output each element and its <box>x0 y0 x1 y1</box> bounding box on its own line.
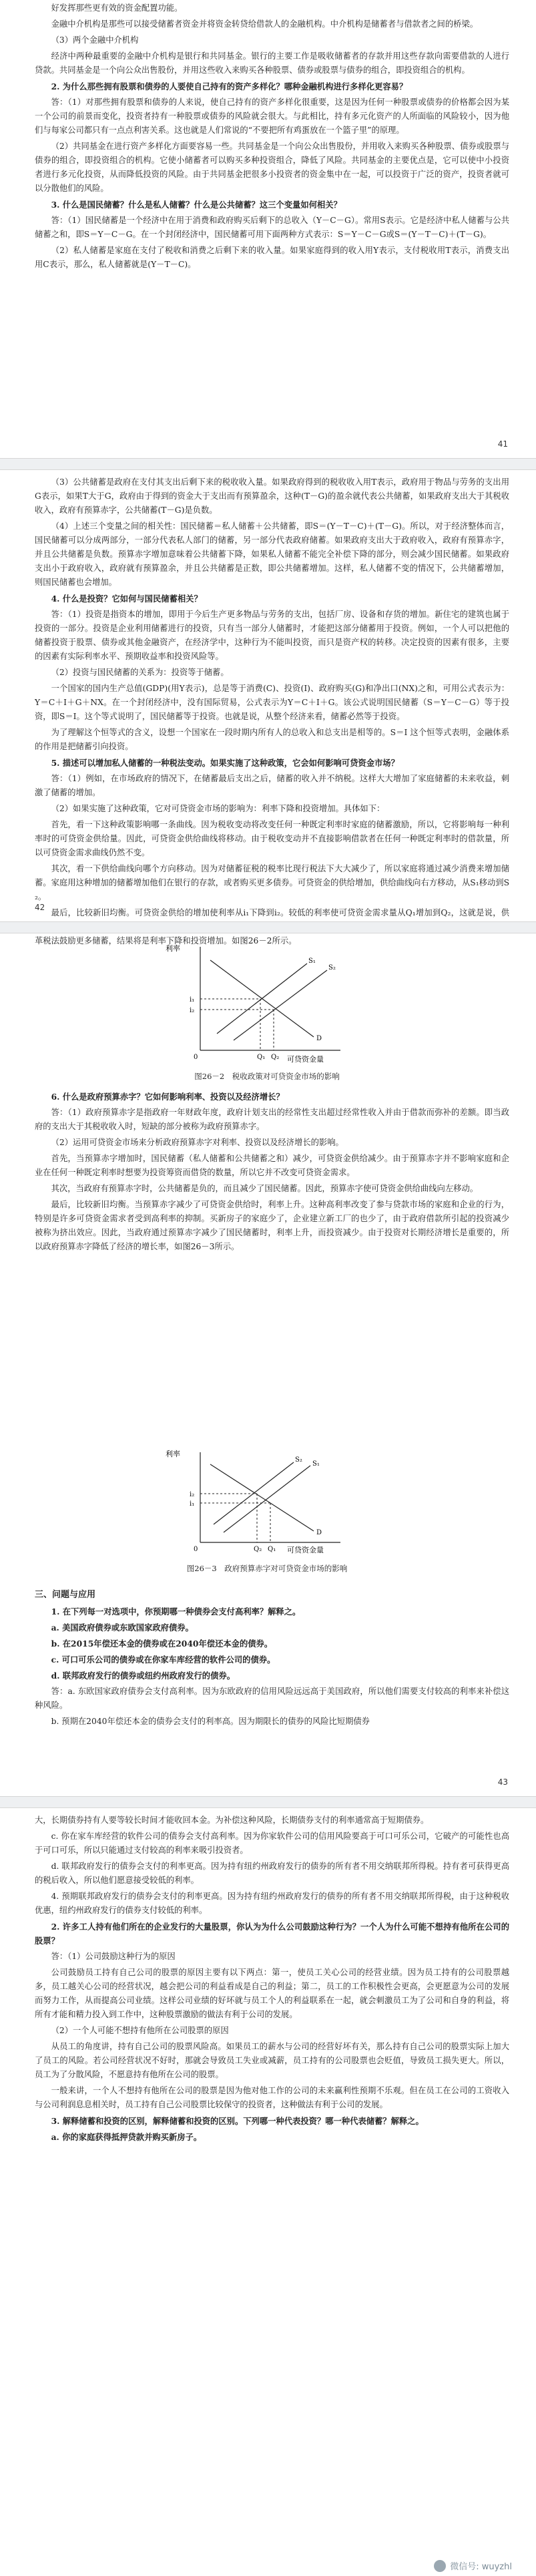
wechat-icon <box>434 2560 446 2572</box>
answer-paragraph: 首先，当预算赤字增加时，国民储蓄（私人储蓄和公共储蓄之和）减少，可贷资金供给减少。由于预算赤字并不影响家庭和企业在任何一种既定利率时想要为投资筹资而借贷的数量，所以它并不改变可贷资金需求。 <box>35 1154 509 1177</box>
paragraph: 大，长期债券持有人要等较长时间才能收回本金。为补偿这种风险，长期债券支付的利率通常高于短期债券。 <box>35 1815 429 1825</box>
question-6: 6. 什么是政府预算赤字？它如何影响利率、投资以及经济增长？ <box>51 1092 284 1102</box>
answer-paragraph: （2）共同基金在进行资产多样化方面要容易一些。共同基金是一个向公众出售股份，并用收入来购买各种股票、债券或股票与债券的组合，即投资组合的机构。它使小储蓄者可以购买多种投资组合，降低了风险。共同基金的主要优点是，它可以使中小投资者进行多元化投资，从而降低投资的风险。由于共同基金把很多小投资者的资金集中在一起，可以投资于广泛的资产，投资者就可以分散他们的风险。 <box>35 142 509 193</box>
page-number: 43 <box>497 1777 508 1787</box>
supply-curve-1 <box>217 963 307 1034</box>
answer-paragraph: 其次，看一下供给曲线向哪个方向移动。因为对储蓄征税的税率比现行税法下大大减少了，所以家庭将通过减少消费来增加储蓄。家庭用这种增加的储蓄增加他们在银行的存款，或者购买更多债券。可贷资金的供给增加，供给曲线向右方移动，从S₁移动到S₂。 <box>35 864 509 901</box>
loanable-funds-chart-2 <box>160 1446 374 1559</box>
answer-paragraph: 最后，比较新旧均衡。当预算赤字减少了可贷资金供给时，利率上升。这种高利率改变了参与贷款市场的家庭和企业的行为，特别是许多可贷资金需求者受到高利率的抑制。买新房子的家庭少了，企业建立新工厂的也少了，由于政府借款所引起的投资减少被称为挤出效应。因此，当政府通过预算赤字减少了国民储蓄时，利率上升，而投资减少。由于投资对长期经济增长是重要的，所以政府预算赤字降低了经济的增长率，如图26－3所示。 <box>35 1200 509 1251</box>
question-2: 2. 为什么那些拥有股票和债券的人要使自己持有的资产多样化？哪种金融机构进行多样化更容易？ <box>51 81 408 91</box>
watermark <box>434 2559 512 2572</box>
page-41 <box>0 0 536 274</box>
paragraph: （4）上述三个变量之间的相关性：国民储蓄＝私人储蓄＋公共储蓄，即S＝(Y－T－C)＋(T－G)。所以，对于经济整体而言，国民储蓄可以分成两部分，一部分代表私人部门的储蓄，另一部分代表政府储蓄。如果政府支出大于政府收入，政府有预算赤字，并且公共储蓄是负数。预算赤字增加意味着公共储蓄下降，如果私人储蓄不能完全补偿下降的部分，则会减少国民储蓄。如果政府支出小于政府收入，政府就有预算盈余，并且公共储蓄是正数，即公共储蓄增加。这样，私人储蓄不变的情况下，公共储蓄增加，则国民储蓄也会增加。 <box>35 521 509 587</box>
question-3: 3. 解释储蓄和投资的区别，解释储蓄和投资的区别。下列哪一种代表投资？哪一种代表储蓄？解释之。 <box>51 2116 424 2126</box>
curve-label: D <box>316 1035 322 1042</box>
problem-1: 1. 在下列每一对选项中，你预期哪一种债券会支付高利率？解释之。 <box>51 1606 301 1617</box>
tick-label: i₁ <box>190 996 195 1004</box>
origin-label: 0 <box>194 1054 198 1061</box>
answer-paragraph: （2）如果实施了这种政策，它对可贷资金市场的影响为：利率下降和投资增加。具体如下： <box>51 804 385 813</box>
paragraph: （3）公共储蓄是政府在支付其支出后剩下来的税收收入量。如果政府得到的税收收入用T表示，政府用于物品与劳务的支出用G表示，如果T大于G，政府由于得到的资金大于支出而有预算盈余，这种(T－G)的盈余就代表公共储蓄，如果政府支出大于其税收收入，政府有预算赤字，公共储蓄(T－G)是负数。 <box>35 477 509 515</box>
tick-label: i₁ <box>190 1500 195 1508</box>
answer-paragraph: （2）私人储蓄是家庭在支付了税收和消费之后剩下来的收入量。如果家庭得到的收入用Y表示，支付税收用T表示，消费支出用C表示，那么，私人储蓄就是(Y－T－C)。 <box>35 246 509 269</box>
origin-label: 0 <box>194 1546 198 1553</box>
page-number: 42 <box>35 903 45 912</box>
question-3: 3. 什么是国民储蓄？什么是私人储蓄？什么是公共储蓄？这三个变量如何相关？ <box>51 200 342 210</box>
answer-paragraph: 为了理解这个恒等式的含义，设想一个国家在一段时期内所有人的总收入和总支出是相等的。S＝I 这个恒等式表明，金融体系的作用是把储蓄引向投资。 <box>35 728 509 751</box>
page-44 <box>0 1813 536 2146</box>
page-separator <box>0 921 536 933</box>
paragraph: c. 你在家车库经营的软件公司的债券会支付高利率。因为你家软件公司的信用风险要高于可口可乐公司，它破产的可能性也高于可口可乐，所以只能通过支付较高的利率来吸引投资者。 <box>35 1832 509 1855</box>
answer-paragraph: 首先，看一下这种政策影响哪一条曲线。因为税收变动将改变任何一种既定利率时家庭的储蓄激励，所以，它将影响每一种利率时的可贷资金供给量。因此，可贷资金供给曲线将移动。由于税收变动并不直接影响借款者在任何一种既定利率时的借款量，所以可贷资金需求曲线仍然不变。 <box>35 820 509 857</box>
problem-item: d. 联邦政府发行的债券或纽约州政府发行的债券。 <box>51 1671 235 1681</box>
demand-curve <box>210 1464 314 1531</box>
tick-label: Q₂ <box>271 1054 280 1061</box>
page-43-part-b <box>0 1582 536 1731</box>
answer-paragraph: 答：（1）投资是指资本的增加，即用于今后生产更多物品与劳务的支出，包括厂房、设备和存货的增加。新住宅的建筑也属于投资的一部分。投资是企业利用储蓄进行的投资，只有当一部分人储蓄时，才能把这部分储蓄用于投资。例如，一个人可以把他的储蓄投资于股票、债券或其他金融资产，在经济学中，这种行为不能叫投资，而只是资产权的转移。决定投资的因素有很多，主要的因素有实际利率水平、预期收益率和投资风险等。 <box>35 610 509 661</box>
answer-paragraph: b. 预期在2040年偿还本金的债券会支付的利率高。因为期限长的债券的风险比短期债券 <box>51 1717 370 1726</box>
supply-curve-2 <box>234 970 327 1040</box>
answer-paragraph: 答：（1）公司鼓励这种行为的原因 <box>51 1952 176 1961</box>
question-4: 4. 什么是投资？它如何与国民储蓄相关？ <box>51 594 202 604</box>
problem-item: a. 你的家庭获得抵押贷款并购买新房子。 <box>51 2132 202 2142</box>
figure-26-3 <box>160 1446 374 1574</box>
answer-paragraph: 最后，比较新旧均衡。可贷资金供给的增加使利率从i₁下降到i₂。较低的利率使可贷资金需求量从Q₁增加到Q₂，这就是说，供 革税法鼓励更多储蓄，结果将是利率下降和投资增加。如图26－2所示。 <box>35 908 509 945</box>
answer-paragraph: 答：a. 东欧国家政府债券会支付高利率。因为东欧政府的信用风险远远高于美国政府，所以他们需要支付较高的利率来补偿这种风险。 <box>35 1687 509 1710</box>
question-5: 5. 描述可以增加私人储蓄的一种税法变动。如果实施了这种政策，它会如何影响可贷资金市场？ <box>51 758 399 768</box>
paragraph: 4. 预期联邦政府发行的债券会支付的利率更高。因为持有纽约州政府发行的债券的所有者不用交纳联邦所得税，由于这种税收优惠，纽约州政府发行的债券支付较低的利率。 <box>35 1892 509 1915</box>
problem-item: c. 可口可乐公司的债券或在你家车库经营的软件公司的债券。 <box>51 1655 276 1665</box>
page-42 <box>0 475 536 950</box>
tick-label: i₂ <box>190 1491 195 1498</box>
answer-paragraph: 答：（1）例如，在市场政府的情况下，在储蓄最后支出之后，储蓄的收入并不纳税。这样大大增加了家庭储蓄的未来收益，刺激了储蓄的增加。 <box>35 774 509 797</box>
answer-paragraph: 答：（1）对那些拥有股票和债券的人来说，使自己持有的资产多样化很重要，这是因为任何一种股票或债券的价格都会因为某一个公司的前景而变化，投资者持有一种股票或债券的风险就会很大。与此相比，持有多元化资产的人所面临的风险较小，因为他们与每家公司都只有一点点利害关系。这也就是人们常说的“不要把所有鸡蛋放在一个篮子里”的原理。 <box>35 97 509 135</box>
x-axis-label: 可贷资金量 <box>287 1546 324 1554</box>
section-heading: 三、问题与应用 <box>35 1590 96 1600</box>
answer-paragraph: （2）投资与国民储蓄的关系为：投资等于储蓄。 <box>51 668 229 677</box>
curve-label: S₂ <box>295 1456 302 1464</box>
tick-label: i₂ <box>190 1007 195 1014</box>
y-axis-label: 利率 <box>166 1450 180 1458</box>
curve-label: S₁ <box>312 1460 320 1468</box>
paragraph: （3）两个金融中介机构 <box>51 35 139 45</box>
curve-label: D <box>316 1529 322 1536</box>
tick-label: Q₁ <box>268 1546 276 1553</box>
answer-paragraph: 答：（1）国民储蓄是一个经济中在用于消费和政府购买后剩下的总收入（Y－C－G）。常用S表示。它是经济中私人储蓄与公共储蓄之和，即S＝Y－C－G。在一个封闭经济中，国民储蓄可用下面两种方式表示：S＝Y－C－G或S＝(Y－T－C)＋(T－G)。 <box>35 216 509 239</box>
question-2: 2. 许多工人持有他们所在的企业发行的大量股票，你认为为什么公司鼓励这种行为？一个人为什么可能不想持有他所在公司的股票？ <box>35 1922 509 1946</box>
watermark-text: 微信号: wuyzhl <box>450 2562 512 2572</box>
page-separator <box>0 1796 536 1808</box>
answer-paragraph: 一个国家的国内生产总值(GDP)(用Y表示)，总是等于消费(C)、投资(I)、政府购买(G)和净出口(NX)之和，可用公式表示为：Y＝C＋I＋G＋NX。在一个封闭经济中，没有国际贸易，公式表示为Y＝C＋I＋G。该公式说明国民储蓄（S＝Y－C－G）等于投资，即S＝I。这个等式说明了，国民储蓄等于投资。也就是说，从整个经济来看，储蓄必然等于投资。 <box>35 684 509 721</box>
page-separator <box>0 458 536 470</box>
x-axis-label: 可贷资金量 <box>287 1055 324 1064</box>
answer-paragraph: （2）运用可贷资金市场来分析政府预算赤字对利率、投资以及经济增长的影响。 <box>51 1138 344 1147</box>
loanable-funds-chart-1 <box>160 940 374 1067</box>
problem-item: a. 美国政府债券或东欧国家政府债券。 <box>51 1623 194 1633</box>
paragraph: 金融中介机构是那些可以接受储蓄者资金并将资金转贷给借款人的金融机构。中介机构是储蓄者与借款者之间的桥梁。 <box>51 19 479 29</box>
supply-curve-1 <box>224 1466 310 1532</box>
answer-paragraph: 公司鼓励员工持有自己公司的股票的原因主要有以下两点：第一，使员工关心公司的经营业绩。因为员工持有的公司股票越多，员工越关心公司的经营状况，越会把公司的利益看成是自己的利益；第二，员工的工作积极性会更高，会更愿意为公司的发展而努力工作，从而提高公司业绩。这样公司业绩的好坏就与员工个人的利益联系在一起，就会刺激员工为了公司和自身的利益，将所有才能和精力投入到工作中，这种股票激励的做法有利于公司的发展。 <box>35 1968 509 2019</box>
answer-paragraph: （2）一个人可能不想持有他所在公司股票的原因 <box>51 2026 229 2035</box>
answer-paragraph: 一般来讲，一个人不想持有他所在公司的股票是因为他对他工作的公司的未来赢利性预期不乐观。但在员工在公司的工资收入与公司利润息息相关时，员工持有自己公司股票比较保守的投资者，这种做法有利于公司的发展。 <box>35 2086 509 2109</box>
curve-label: S₂ <box>328 964 336 972</box>
problem-item: b. 在2015年偿还本金的债券或在2040年偿还本金的债券。 <box>51 1639 273 1649</box>
answer-paragraph: 其次，当政府有预算赤字时，公共储蓄是负的，而且减少了国民储蓄。因此，预算赤字使可贷资金供给曲线向左移动。 <box>51 1184 479 1193</box>
figure-caption: 图26－2 税收政策对可贷资金市场的影响 <box>194 1072 340 1081</box>
page-number: 41 <box>497 439 508 449</box>
paragraph: 好发挥那些更有效的资金配置功能。 <box>51 3 183 13</box>
answer-paragraph: 答：（1）政府预算赤字是指政府一年财政年度，政府计划支出的经常性支出超过经常性收入并由于借款而弥补的差额。即当政府的支出大于其税收收入时，短缺的部分被称为政府预算赤字。 <box>35 1108 509 1131</box>
page-43-part-a <box>0 1090 536 1256</box>
tick-label: Q₂ <box>254 1546 262 1553</box>
y-axis-label: 利率 <box>166 944 180 953</box>
figure-26-2 <box>160 940 374 1082</box>
paragraph: d. 联邦政府发行的债券会支付的利率更高。因为持有纽约州政府发行的债券的所有者不用交纳联邦所得税。持有者可获得更高的税后收入，所以他们愿意接受较低的利率。 <box>35 1862 509 1885</box>
figure-caption: 图26－3 政府预算赤字对可贷资金市场的影响 <box>186 1564 348 1573</box>
tick-label: Q₁ <box>257 1054 266 1061</box>
paragraph: 经济中两种最重要的金融中介机构是银行和共同基金。银行的主要工作是吸收储蓄者的存款并用这些存款向需要借款的人进行贷款。共同基金是一个向公众出售股份，并用这些收入来购买各种股票、债券或股票与债券的组合，即投资组合的机构。 <box>35 51 509 75</box>
answer-paragraph: 从员工的角度讲，持有自己公司的股票风险高。如果员工的薪水与公司的经营好坏有关，那么持有自己公司的股票实际上加大了员工的风险。若公司经营状况不好时，那就会导致员工失业或减薪，员工持有的公司股票也会贬值，导致员工损失更大。所以，员工为了分散风险，不愿意持有他所在公司的股票。 <box>35 2042 509 2079</box>
curve-label: S₁ <box>308 957 316 965</box>
